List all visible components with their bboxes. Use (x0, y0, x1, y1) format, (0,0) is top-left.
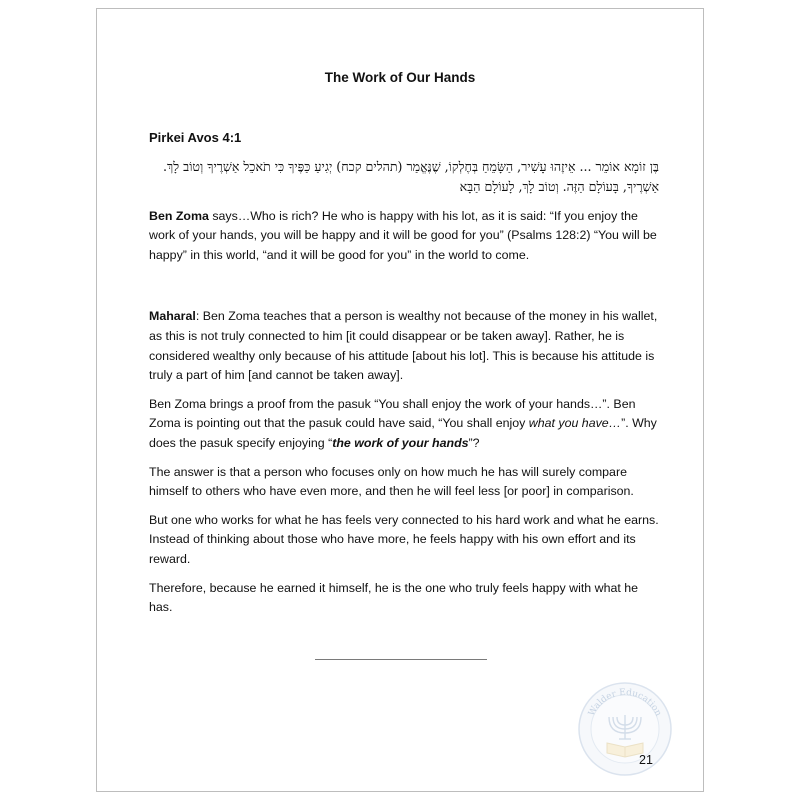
section-divider (315, 659, 487, 660)
spacer (149, 274, 659, 307)
document-body (149, 128, 659, 627)
page-title: The Work of Our Hands (324, 70, 476, 85)
conclusion-paragraph: Therefore, because he earned it himself, he is the one who truly feels happy with what he has. (149, 580, 639, 615)
maharal-paragraph (149, 307, 659, 385)
page-number: 21 (639, 753, 653, 767)
speaker-name: Ben Zoma (149, 208, 209, 223)
proof-paragraph (149, 395, 659, 454)
translation-paragraph (149, 207, 659, 266)
maharal-text: : Ben Zoma teaches that a person is wealthy not because of the money in his wallet, as this is not truly connected to him [it could disappear or be taken away]. Rather, he is considered wealthy only because of his attitude [about his lot]. This is because his attitude is truly a part of him [and cannot be taken away]. (149, 309, 658, 383)
answer-paragraph: The answer is that a person who focuses only on how much he has will surely compare himself to others who have even more, and then he will feel less [or poor] in comparison. (149, 464, 634, 499)
menorah-book-seal-icon (577, 681, 673, 777)
hebrew-source-text (149, 157, 659, 197)
proof-text-3: ”? (468, 435, 480, 450)
hebrew-line-2: אַשְׁרֶיךָ, בָּעוֹלָם הַזֶּה. וְטוֹב לָךְ, לָעוֹלָם הַבָּא (459, 178, 659, 194)
proof-italic: what you have… (528, 416, 622, 431)
hebrew-line-1: בֶּן זוֹמָא אוֹמֵר ... אֵיזֶהוּ עָשִׁיר, הַשָּׂמֵחַ בְּחֶלְקוֹ, שֶׁנֶּאֱמַר (תהלים קכח) יְגִיעַ כַּפֶּיךָ כִּי תֹאכֵל אַשְׁרֶיךָ וְטוֹב לָךְ. (163, 158, 659, 174)
translation-text: says…Who is rich? He who is happy with his lot, as it is said: “If you enjoy the work of your hands, you will be happy and it will be good for you” (Psalms 128:2) “You will be happy” in this world, “and it will be good for you” in the world to come. (149, 208, 657, 262)
maharal-label: Maharal (149, 309, 196, 324)
watermark-text: Walder Education (586, 687, 664, 718)
proof-text-2: ”. Why does the pasuk specify enjoying “ (149, 416, 657, 450)
proof-text-1: Ben Zoma brings a proof from the pasuk “You shall enjoy the work of your hands…”. Ben Zoma is pointing out that the pasuk could have said, “You shall enjoy (149, 396, 636, 431)
one-who-works-paragraph: But one who works for what he has feels very connected to his hard work and what he earns. Instead of thinking about those who have more, he feels happy with his own effort and its reward. (149, 512, 659, 566)
document-page (96, 8, 704, 792)
section-heading: Pirkei Avos 4:1 (149, 130, 242, 145)
proof-bold-italic: the work of your hands (332, 435, 469, 450)
